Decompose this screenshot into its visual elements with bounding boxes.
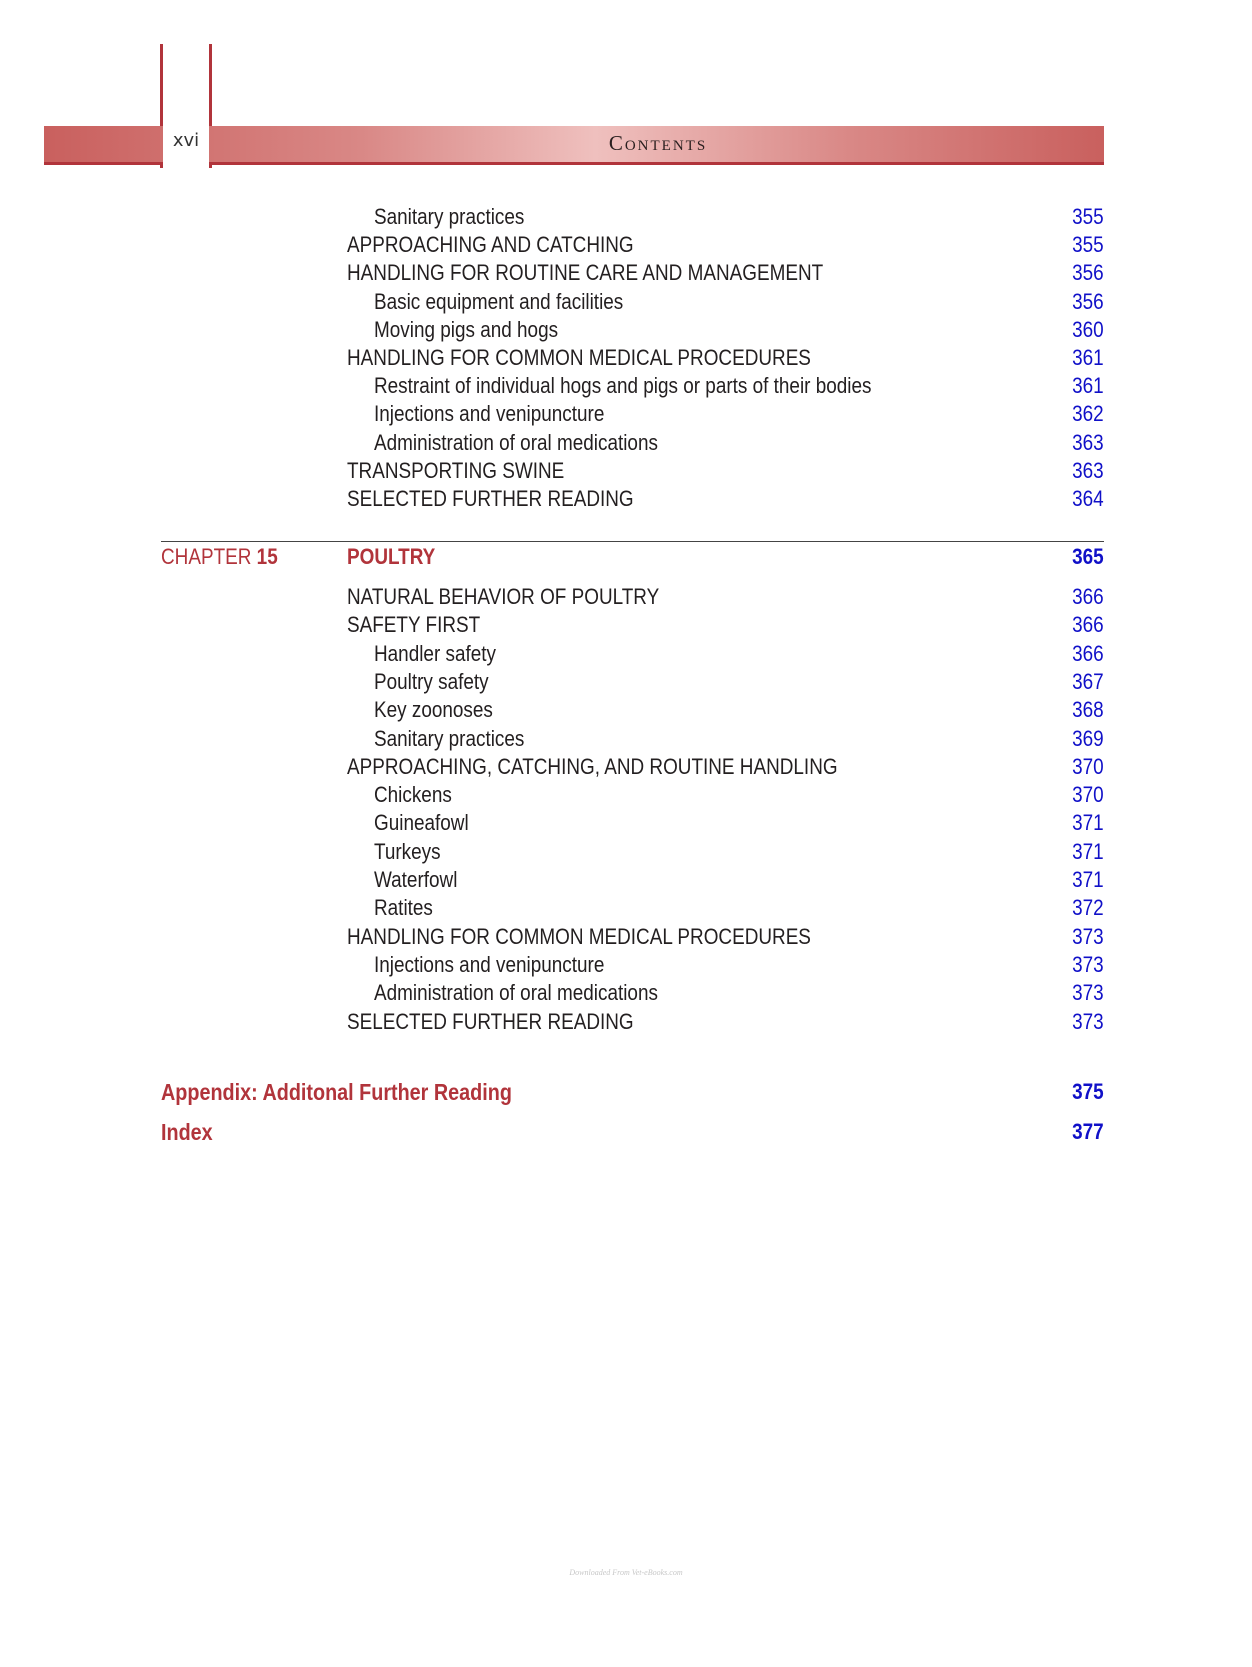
toc-entry[interactable] (374, 725, 549, 753)
index-title: Index (161, 1119, 213, 1145)
toc-entry-title: Administration of oral medications (374, 980, 658, 1006)
toc-entry-page-link[interactable] (1044, 696, 1104, 724)
toc-entry-page-number: 361 (1072, 373, 1104, 399)
toc-entry-title: HANDLING FOR ROUTINE CARE AND MANAGEMENT (347, 260, 824, 286)
toc-entry-page-number: 373 (1072, 951, 1104, 977)
footer-watermark: Downloaded From Vet-eBooks.com (569, 1568, 683, 1577)
toc-entry-page-link[interactable] (1044, 753, 1104, 781)
toc-entry-page-link[interactable] (1044, 809, 1104, 837)
toc-entry-page-link[interactable] (1044, 1008, 1104, 1036)
toc-entry[interactable] (347, 259, 901, 287)
toc-entry-page-link[interactable] (1044, 259, 1104, 287)
toc-entry[interactable] (374, 696, 512, 724)
toc-entry-page-link[interactable] (1044, 979, 1104, 1007)
toc-entry[interactable] (347, 583, 710, 611)
appendix-page-link[interactable] (1044, 1078, 1104, 1106)
toc-entry[interactable] (347, 753, 917, 781)
running-head: Contents (608, 131, 708, 155)
toc-entry-page-link[interactable] (1044, 231, 1104, 259)
index-link[interactable] (161, 1117, 221, 1147)
back-matter-page-number: 375 (1072, 1079, 1104, 1104)
toc-entry-page-number: 364 (1072, 486, 1104, 511)
toc-entry[interactable] (374, 951, 642, 979)
toc-entry[interactable] (374, 288, 664, 316)
toc-entry-title: Injections and venipuncture (374, 401, 605, 427)
chapter-title-link[interactable] (347, 543, 450, 571)
toc-entry-page-link[interactable] (1044, 485, 1104, 513)
toc-entry-title: APPROACHING AND CATCHING (347, 232, 634, 258)
toc-entry-page-number: 373 (1072, 980, 1104, 1006)
toc-entry-title: Guineafowl (374, 810, 469, 836)
chapter-number: 15 (256, 544, 278, 569)
toc-entry-title: Poultry safety (374, 668, 489, 694)
toc-entry-title: HANDLING FOR COMMON MEDICAL PROCEDURES (347, 345, 811, 370)
toc-entry-page-number: 371 (1072, 838, 1104, 864)
toc-entry-page-number: 361 (1072, 345, 1104, 370)
chapter-page-number: 365 (1072, 544, 1104, 569)
toc-entry[interactable] (374, 400, 642, 428)
toc-entry[interactable] (374, 203, 549, 231)
index-page-link[interactable] (1044, 1118, 1104, 1146)
toc-entry-page-number: 363 (1072, 457, 1104, 483)
toc-entry-page-number: 370 (1072, 782, 1104, 808)
toc-entry-page-number: 362 (1072, 401, 1104, 427)
toc-entry-page-link[interactable] (1044, 316, 1104, 344)
toc-entry-page-number: 356 (1072, 288, 1104, 314)
toc-entry-title: Moving pigs and hogs (374, 316, 559, 342)
toc-entry-title: SELECTED FURTHER READING (347, 1008, 634, 1034)
toc-entry-page-link[interactable] (1044, 344, 1104, 372)
chapter-title: POULTRY (347, 544, 436, 569)
toc-entry[interactable] (347, 231, 680, 259)
toc-entry-page-link[interactable] (1044, 372, 1104, 400)
toc-entry-title: Restraint of individual hogs and pigs or parts of their bodies (374, 373, 872, 399)
toc-entry-title: NATURAL BEHAVIOR OF POULTRY (347, 584, 660, 609)
appendix-link[interactable] (161, 1077, 569, 1107)
back-matter-page-number: 377 (1072, 1119, 1104, 1144)
toc-entry-title: Waterfowl (374, 867, 458, 892)
toc-entry-title: APPROACHING, CATCHING, AND ROUTINE HANDLING (347, 753, 838, 779)
chapter-divider-rule (161, 541, 1104, 542)
toc-entry[interactable] (347, 457, 600, 485)
toc-entry-title: Handler safety (374, 640, 496, 666)
toc-entry-page-number: 355 (1072, 204, 1104, 229)
toc-entry[interactable] (374, 894, 442, 922)
toc-entry-page-link[interactable] (1044, 457, 1104, 485)
toc-entry[interactable] (374, 809, 484, 837)
toc-entry[interactable] (374, 668, 507, 696)
chapter-label (161, 543, 297, 571)
toc-entry-page-number: 366 (1072, 612, 1104, 638)
toc-entry-page-number: 356 (1072, 260, 1104, 286)
toc-entry-page-link[interactable] (1044, 668, 1104, 696)
toc-entry-page-number: 367 (1072, 668, 1104, 694)
toc-entry-page-number: 366 (1072, 584, 1104, 609)
toc-entry-page-number: 372 (1072, 895, 1104, 921)
toc-entry-title: TRANSPORTING SWINE (347, 457, 565, 483)
toc-entry[interactable] (347, 344, 886, 372)
appendix-title: Appendix: Additonal Further Reading (161, 1079, 512, 1105)
toc-entry-title: Ratites (374, 895, 433, 921)
toc-entry-page-link[interactable] (1044, 781, 1104, 809)
toc-entry-page-link[interactable] (1044, 400, 1104, 428)
toc-entry[interactable] (374, 372, 952, 400)
toc-entry[interactable] (347, 611, 502, 639)
toc-entry-page-number: 366 (1072, 640, 1104, 666)
toc-entry-title: HANDLING FOR COMMON MEDICAL PROCEDURES (347, 923, 811, 949)
toc-entry-title: Key zoonoses (374, 697, 493, 723)
toc-entry[interactable] (347, 923, 886, 951)
toc-entry-title: Injections and venipuncture (374, 951, 605, 977)
toc-entry-title: Administration of oral medications (374, 429, 658, 455)
toc-entry-page-link[interactable] (1044, 288, 1104, 316)
chapter-page-link[interactable] (1044, 543, 1104, 571)
toc-entry-page-number: 363 (1072, 429, 1104, 455)
toc-entry-page-number: 371 (1072, 867, 1104, 892)
toc-entry-title: Chickens (374, 782, 452, 808)
toc-entry[interactable] (374, 838, 451, 866)
toc-entry-title: SELECTED FURTHER READING (347, 486, 634, 511)
toc-entry-page-link[interactable] (1044, 894, 1104, 922)
toc-entry-page-link[interactable] (1044, 203, 1104, 231)
toc-entry[interactable] (347, 1008, 680, 1036)
toc-entry-page-link[interactable] (1044, 923, 1104, 951)
toc-entry-page-number: 371 (1072, 810, 1104, 836)
toc-entry-page-link[interactable] (1044, 951, 1104, 979)
toc-entry-page-number: 370 (1072, 753, 1104, 779)
toc-entry-page-number: 368 (1072, 697, 1104, 723)
toc-entry-page-link[interactable] (1044, 429, 1104, 457)
toc-entry[interactable] (374, 429, 704, 457)
toc-entry[interactable] (347, 485, 680, 513)
toc-entry[interactable] (374, 979, 704, 1007)
toc-entry-page-link[interactable] (1044, 611, 1104, 639)
toc-entry-title: Basic equipment and facilities (374, 288, 624, 314)
toc-entry-title: SAFETY FIRST (347, 612, 481, 638)
toc-entry-page-link[interactable] (1044, 583, 1104, 611)
toc-entry-page-number: 369 (1072, 725, 1104, 751)
toc-entry-page-number: 355 (1072, 232, 1104, 258)
toc-entry[interactable] (374, 316, 588, 344)
toc-entry-page-link[interactable] (1044, 866, 1104, 894)
toc-entry[interactable] (374, 781, 464, 809)
page-number: xvi (172, 130, 200, 151)
chapter-word: CHAPTER (161, 544, 252, 569)
toc-entry-page-number: 360 (1072, 316, 1104, 342)
toc-entry-page-number: 373 (1072, 1008, 1104, 1034)
toc-entry-page-link[interactable] (1044, 640, 1104, 668)
toc-entry-title: Turkeys (374, 838, 441, 864)
toc-entry-title: Sanitary practices (374, 725, 525, 751)
toc-entry[interactable] (374, 640, 516, 668)
toc-entry[interactable] (374, 866, 471, 894)
toc-entry-title: Sanitary practices (374, 204, 525, 229)
toc-entry-page-link[interactable] (1044, 725, 1104, 753)
toc-entry-page-link[interactable] (1044, 838, 1104, 866)
toc-entry-page-number: 373 (1072, 923, 1104, 949)
